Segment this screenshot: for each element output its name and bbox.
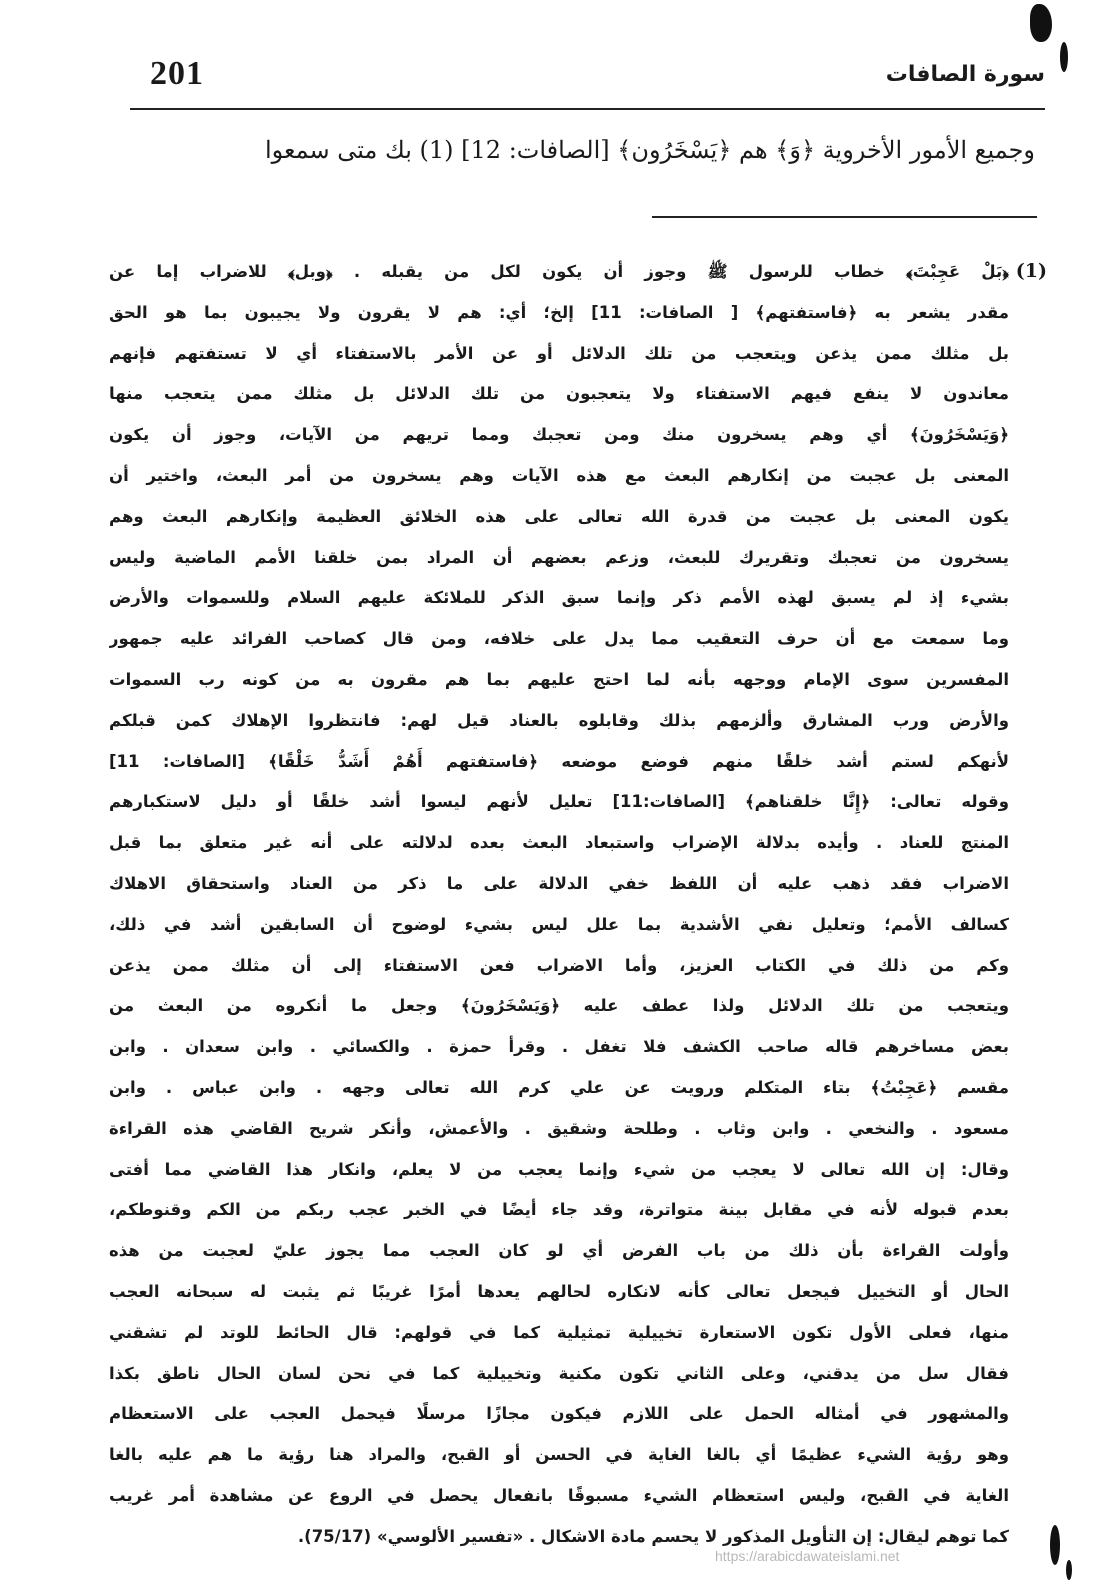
footnote-line: منها، فعلى الأول تكون الاستعارة تخييلية تمثيلية كما في قولهم: قال الحائط للوتد لم تشقني [109, 1322, 1009, 1342]
footnote-line: الاضراب فقد ذهب عليه أن اللفظ خفي الدلالة على ما ذكر من العناد واستحقاق الاهلاك [109, 873, 1009, 893]
scan-speck [1060, 42, 1068, 72]
footnote-line: يكون المعنى بل عجبت من قدرة الله تعالى على هذه الخلائق العظيمة وإنكارهم البعث وهم [109, 506, 1009, 526]
footnote-line: المفسرين سوى الإمام ووجهه بأنه لما احتج عليهم بما هم مقرون به من كونه رب السموات [109, 669, 1009, 689]
footnote-line: وقوله تعالى: ﴿إِنَّا خلقناهم﴾ [الصافات:11] تعليل لأنهم ليسوا أشد خلقًا أو دليل لاستكبارهم [109, 792, 1009, 812]
main-text: وجميع الأمور الأخروية ﴿وَ﴾ هم ﴿يَسْخَرُون﴾ [الصافات: 12] (1) بك متى سمعوا [264, 136, 1035, 164]
footnote-line: ﴿وَيَسْخَرُونَ﴾ أي وهم يسخرون منك ومن تعجبك ومما تريهم من الآيات، وجوز أن يكون [109, 425, 1009, 445]
scan-speck [1030, 4, 1052, 42]
page-number: 201 [150, 55, 204, 92]
footnote-line: وقال: إن الله تعالى لا يعجب من شيء وإنما يعجب من لا يعلم، وانكار هذا القاضي مما أفتى [109, 1159, 1009, 1179]
footnote-line: مسعود . والنخعي . وابن وثاب . وطلحة وشقيق . والأعمش، وأنكر شريح القاضي هذه القراءة [109, 1118, 1009, 1138]
header-divider [130, 108, 1045, 110]
footnote-line: يسخرون من تعجبك وتقريرك للبعث، وزعم بعضهم أن المراد بمن خلقنا الأمم الماضية وليس [109, 547, 1009, 567]
scan-speck [1066, 1560, 1072, 1580]
footnote-line: وأولت القراءة بأن ذلك من باب الفرض أي لو كان العجب مما يجوز عليّ لعجبت من هذه [109, 1241, 1009, 1261]
watermark-url: https://arabicdawateislami.net [715, 1548, 900, 1564]
footnote-line: والمشهور في أمثاله الحمل على اللازم فيكون مجازًا مرسلًا فيحمل العجب على الاستعظام [109, 1404, 1009, 1424]
footnote-line: وكم من ذلك في الكتاب العزيز، وأما الاضراب فعن الاستفتاء إلى أن مثلك ممن يذعن [109, 955, 1009, 975]
footnote-line: فقال سل من يدقني، وعلى الثاني تكون مكنية وتخييلية كما في نحن لسان الحال ناطق بكذا [109, 1363, 1009, 1383]
footnote-line: بل مثلك ممن يذعن ويتعجب من تلك الدلائل أو عن الأمر بالاستفتاء أي لا تستفتهم فإنهم [109, 343, 1009, 363]
footnote-divider [652, 216, 1037, 218]
footnote-line: والأرض ورب المشارق وألزمهم بذلك وقابلوه بالعناد قيل لهم: فانتظروا الإهلاك كمن قبلكم [109, 710, 1009, 730]
footnote-line: معاندون لا ينفع فيهم الاستفتاء ولا يتعجبون من تلك الدلائل بل مثلك ممن يتعجب منها [109, 384, 1009, 404]
surah-title: سورة الصافات [885, 62, 1045, 87]
scan-speck [1050, 1525, 1060, 1565]
footnote-line: ويتعجب من تلك الدلائل ولذا عطف عليه ﴿وَيَسْخَرُونَ﴾ وجعل ما أنكروه من البعث من [109, 996, 1009, 1016]
footnote-line: كسالف الأمم؛ وتعليل نفي الأشدية بما علل ليس بشيء لوضوح أن السابقين أشد في ذلك، [109, 914, 1009, 934]
footnote-line: مقدر يشعر به ﴿فاستفتهم﴾ [ الصافات: 11] إلخ؛ أي: هم لا يقرون ولا يجيبون بما هو الحق [109, 302, 1009, 322]
footnote-line: المعنى بل عجبت من إنكارهم البعث مع هذه الآيات وهم يسخرون من أمر البعث، واختير أن [109, 465, 1009, 485]
page-header [0, 0, 1097, 110]
footnote-line: ﴿بَلْ عَجِبْتَ﴾ خطاب للرسول ﷺ وجوز أن يكون لكل من يقبله . ﴿وبل﴾ للاضراب إما عن [109, 262, 1009, 281]
footnote-number: (1) [1015, 260, 1047, 282]
footnote-line: الغاية في القبح، وليس استعظام الشيء مسبوقًا بانفعال يحصل في الروع عن مشاهدة أمر غريب [109, 1485, 1009, 1505]
footnote-line: مقسم ﴿عَجِبْتُ﴾ بتاء المتكلم ورويت عن علي كرم الله تعالى وجهه . وابن عباس . وابن [109, 1077, 1009, 1097]
footnote-line: الحال أو التخييل فيجعل تعالى كأنه لانكاره لحالهم يعدها أمرًا غريبًا ثم يثبت له سبحانه العجب [109, 1281, 1009, 1301]
footnote-line: كما توهم ليقال: إن التأويل المذكور لا يحسم مادة الاشكال . «تفسير الألوسي» (75/17). [297, 1526, 1009, 1546]
footnote-line: المنتج للعناد . وأيده بدلالة الإضراب واستبعاد البعث بعده لدلالته على أنه غير متعلق بما قبل [109, 833, 1009, 853]
footnote-line: وهو رؤية الشيء عظيمًا أي بالغا الغاية في الحسن أو القبح، والمراد هنا رؤية ما هم عليه بالغا [109, 1445, 1009, 1465]
footnote-line: بعدم قبوله لأنه في مقابل بينة متواترة، وقد جاء أيضًا في الخبر عجب ربكم من الكم وقنوطكم، [109, 1200, 1009, 1220]
footnote-body [109, 252, 1009, 1558]
footnote-line: بشيء إذ لم يسبق لهذه الأمم ذكر وإنما سبق الذكر للملائكة عليهم السلام وللسموات والأرض [109, 588, 1009, 608]
footnote-line: لأنهكم لستم أشد خلقًا منهم فوضع موضعه ﴿فاستفتهم أَهُمْ أَشَدُّ خَلْقًا﴾ [الصافات: 11] [109, 751, 1009, 771]
footnote-line: بعض مساخرهم قاله صاحب الكشف فلا تغفل . وقرأ حمزة . والكسائي . وابن سعدان . وابن [109, 1037, 1009, 1057]
footnote-line: وما سمعت مع أن حرف التعقيب مما يدل على خلافه، ومن قال كصاحب الفرائد عليه جمهور [109, 629, 1009, 649]
